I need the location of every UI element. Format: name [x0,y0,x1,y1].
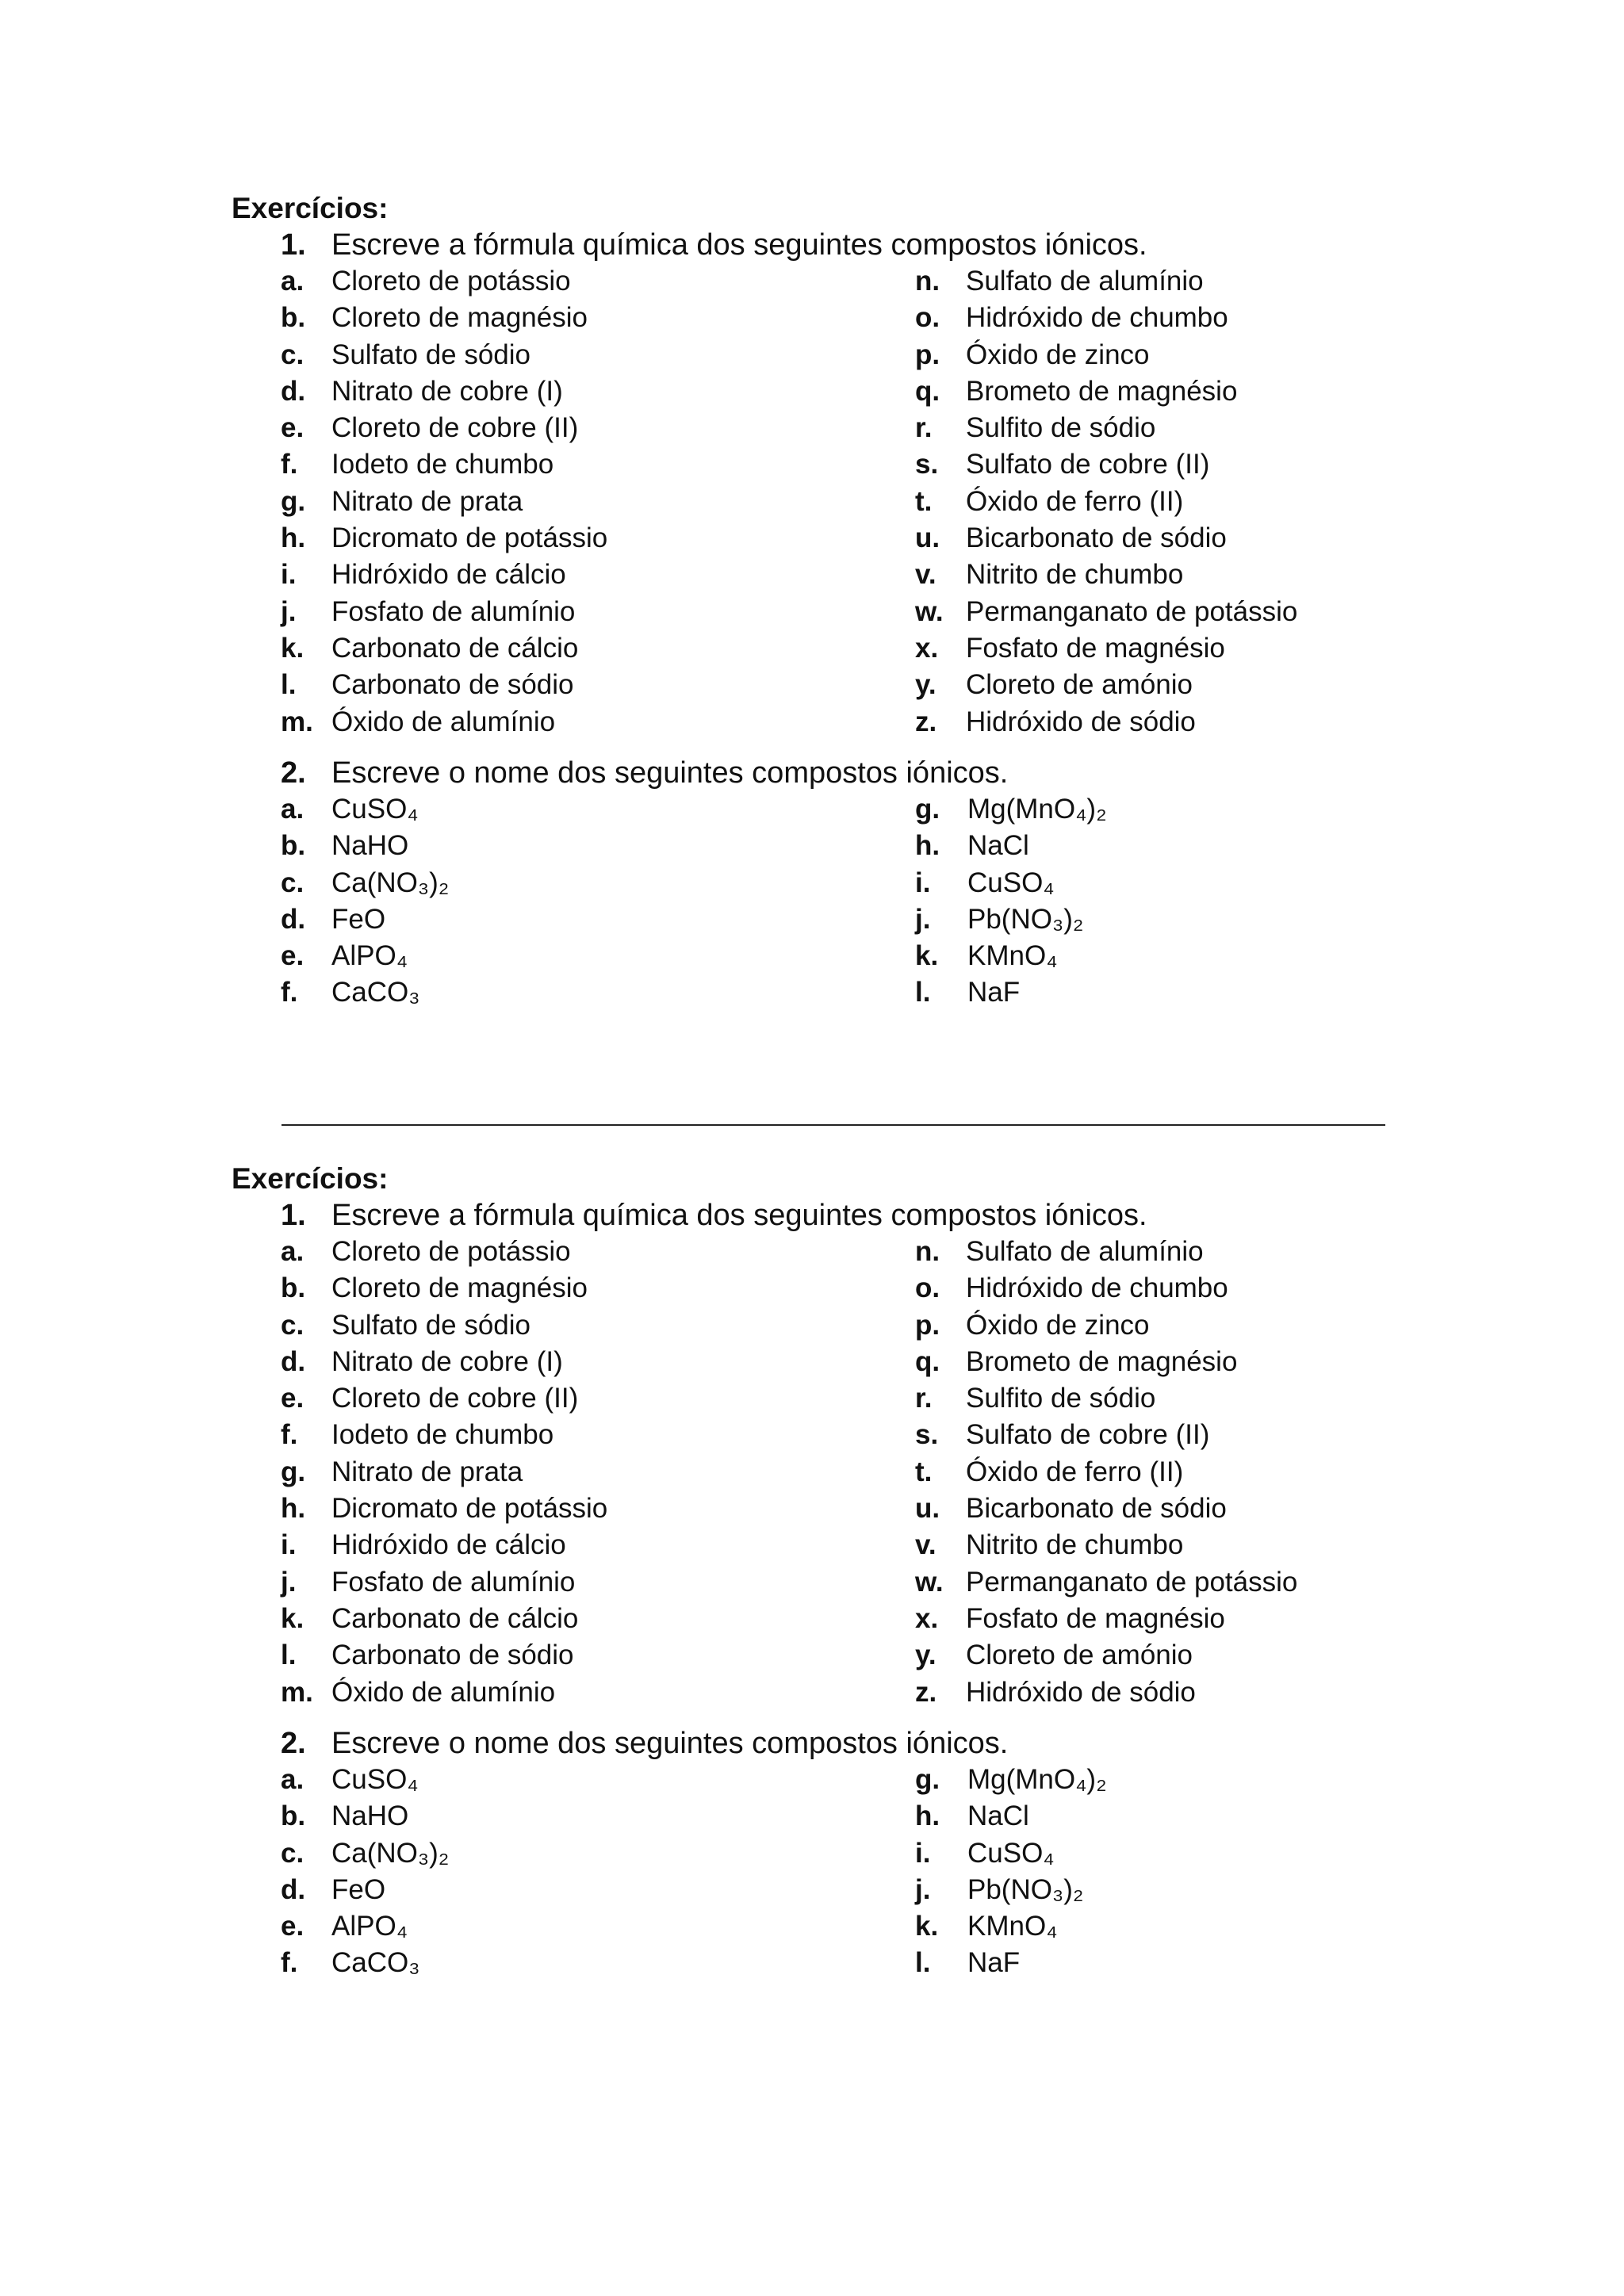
item-letter: o. [915,302,940,334]
item-letter: c. [281,1837,304,1869]
question-2 [281,1725,1421,1762]
item-formula: Pb(NO₃)₂ [967,903,1084,935]
item-letter: k. [281,632,304,664]
item-formula: NaHO [331,830,409,862]
item-text: Cloreto de cobre (II) [331,1383,579,1414]
item-text: Brometo de magnésio [966,1345,1238,1377]
item-formula: CaCO₃ [331,1947,420,1979]
item-letter: n. [915,266,940,297]
item-letter: x. [915,1602,939,1634]
item-letter: t. [915,1456,933,1487]
item-letter: o. [915,1272,940,1304]
item-text: Cloreto de potássio [331,266,571,297]
worksheet-copy-bottom [232,1161,1421,1977]
item-text: Nitrito de chumbo [966,559,1184,591]
item-text: Hidróxido de chumbo [966,1272,1228,1304]
item-letter: f. [281,1947,298,1979]
item-text: Carbonato de sódio [331,1640,574,1671]
item-formula: Pb(NO₃)₂ [967,1873,1084,1905]
item-formula: CaCO₃ [331,977,420,1008]
item-letter: a. [281,1236,304,1267]
item-formula: AlPO₄ [331,1911,408,1942]
item-text: Óxido de ferro (II) [966,1456,1184,1487]
item-letter: q. [915,375,940,407]
item-letter: g. [915,794,940,825]
item-text: Sulfato de alumínio [966,1236,1204,1267]
item-letter: b. [281,830,306,862]
item-letter: d. [281,1873,306,1905]
item-text: Hidróxido de cálcio [331,1529,566,1561]
item-letter: q. [915,1345,940,1377]
item-text: Óxido de alumínio [331,1676,556,1708]
item-text: Sulfato de cobre (II) [966,449,1210,480]
item-text: Óxido de zinco [966,1309,1150,1341]
item-text: Iodeto de chumbo [331,1419,554,1451]
question-text: Escreve a fórmula química dos seguintes compostos iónicos. [331,228,1147,262]
question-number: 1. [281,1199,306,1232]
item-letter: h. [281,522,306,554]
item-letter: e. [281,1911,304,1942]
item-text: Nitrato de prata [331,1456,523,1487]
item-formula: CuSO₄ [331,1764,419,1795]
item-formula: Mg(MnO₄)₂ [967,794,1107,825]
item-letter: a. [281,1764,304,1795]
question-1 [281,1197,1421,1234]
item-letter: g. [281,1456,306,1487]
item-letter: c. [281,1309,304,1341]
item-letter: i. [281,559,297,591]
item-text: Cloreto de amónio [966,1640,1193,1671]
item-formula: Mg(MnO₄)₂ [967,1764,1107,1795]
item-text: Hidróxido de chumbo [966,302,1228,334]
item-letter: y. [915,669,936,701]
item-letter: u. [915,522,940,554]
item-letter: k. [281,1602,304,1634]
item-formula: NaCl [967,1800,1029,1832]
item-letter: s. [915,1419,939,1451]
item-formula: NaCl [967,830,1029,862]
item-text: Hidróxido de sódio [966,706,1196,737]
item-text: Nitrato de cobre (I) [331,1345,563,1377]
item-letter: k. [915,940,939,972]
item-formula: FeO [331,903,386,935]
question-1-items [281,1234,1421,1709]
question-2-items [281,1762,1421,1977]
item-letter: j. [915,903,931,935]
item-letter: j. [915,1873,931,1905]
item-formula: NaF [967,977,1021,1008]
question-number: 2. [281,1727,306,1760]
item-text: Cloreto de amónio [966,669,1193,701]
item-text: Óxido de ferro (II) [966,485,1184,517]
item-formula: NaF [967,1947,1021,1979]
item-formula: Ca(NO₃)₂ [331,867,450,898]
item-text: Nitrito de chumbo [966,1529,1184,1561]
item-text: Bicarbonato de sódio [966,522,1227,554]
item-text: Sulfato de sódio [331,1309,531,1341]
item-formula: Ca(NO₃)₂ [331,1837,450,1869]
item-letter: a. [281,794,304,825]
item-letter: h. [281,1493,306,1525]
item-letter: k. [915,1911,939,1942]
item-letter: g. [915,1764,940,1795]
question-text: Escreve a fórmula química dos seguintes compostos iónicos. [331,1199,1147,1232]
item-text: Nitrato de prata [331,485,523,517]
item-letter: a. [281,266,304,297]
question-text: Escreve o nome dos seguintes compostos iónicos. [331,1727,1009,1760]
item-text: Carbonato de sódio [331,669,574,701]
item-text: Permanganato de potássio [966,595,1298,627]
item-text: Fosfato de magnésio [966,632,1225,664]
section-heading: Exercícios: [232,1162,389,1195]
item-text: Sulfato de alumínio [966,266,1204,297]
item-letter: m. [281,706,313,737]
item-text: Fosfato de magnésio [966,1602,1225,1634]
item-letter: y. [915,1640,936,1671]
item-letter: r. [915,412,933,444]
item-letter: u. [915,1493,940,1525]
item-formula: NaHO [331,1800,409,1832]
item-letter: z. [915,706,937,737]
item-letter: i. [281,1529,297,1561]
item-letter: v. [915,1529,936,1561]
question-text: Escreve o nome dos seguintes compostos iónicos. [331,756,1009,790]
question-number: 1. [281,228,306,262]
item-letter: f. [281,1419,298,1451]
item-text: Óxido de alumínio [331,706,556,737]
item-formula: CuSO₄ [967,1837,1055,1869]
item-formula: CuSO₄ [967,867,1055,898]
item-letter: e. [281,1383,304,1414]
item-text: Nitrato de cobre (I) [331,375,563,407]
question-2-items [281,791,1421,1007]
item-letter: j. [281,595,297,627]
item-text: Cloreto de magnésio [331,1272,588,1304]
item-letter: e. [281,940,304,972]
item-letter: e. [281,412,304,444]
item-letter: f. [281,449,298,480]
item-letter: l. [915,977,931,1008]
item-text: Carbonato de cálcio [331,1602,579,1634]
item-text: Sulfito de sódio [966,412,1156,444]
item-letter: b. [281,1800,306,1832]
item-letter: p. [915,1309,940,1341]
item-formula: FeO [331,1873,386,1905]
question-1-items [281,263,1421,739]
item-letter: w. [915,1566,944,1598]
item-text: Sulfato de sódio [331,339,531,370]
section-heading: Exercícios: [232,192,389,224]
item-text: Cloreto de cobre (II) [331,412,579,444]
item-letter: n. [915,1236,940,1267]
item-letter: c. [281,867,304,898]
item-letter: l. [915,1947,931,1979]
item-formula: KMnO₄ [967,1911,1058,1942]
item-text: Cloreto de magnésio [331,302,588,334]
item-text: Fosfato de alumínio [331,1566,576,1598]
item-letter: b. [281,302,306,334]
item-letter: v. [915,559,936,591]
item-formula: CuSO₄ [331,794,419,825]
item-letter: i. [915,867,931,898]
item-letter: w. [915,595,944,627]
item-text: Dicromato de potássio [331,522,608,554]
item-text: Hidróxido de sódio [966,1676,1196,1708]
item-letter: i. [915,1837,931,1869]
item-letter: s. [915,449,939,480]
item-text: Hidróxido de cálcio [331,559,566,591]
item-letter: h. [915,830,940,862]
item-text: Cloreto de potássio [331,1236,571,1267]
item-formula: AlPO₄ [331,940,408,972]
cut-line-separator [282,1124,1385,1126]
item-letter: m. [281,1676,313,1708]
item-letter: j. [281,1566,297,1598]
item-letter: b. [281,1272,306,1304]
item-letter: d. [281,375,306,407]
item-letter: l. [281,669,297,701]
item-letter: h. [915,1800,940,1832]
item-text: Óxido de zinco [966,339,1150,370]
item-letter: p. [915,339,940,370]
item-text: Brometo de magnésio [966,375,1238,407]
item-text: Iodeto de chumbo [331,449,554,480]
question-2 [281,755,1421,791]
item-formula: KMnO₄ [967,940,1058,972]
item-text: Dicromato de potássio [331,1493,608,1525]
worksheet-copy-top [232,190,1421,1007]
item-text: Bicarbonato de sódio [966,1493,1227,1525]
item-text: Permanganato de potássio [966,1566,1298,1598]
item-letter: l. [281,1640,297,1671]
question-1 [281,227,1421,263]
item-letter: d. [281,903,306,935]
item-letter: d. [281,1345,306,1377]
item-letter: z. [915,1676,937,1708]
item-letter: r. [915,1383,933,1414]
question-number: 2. [281,756,306,790]
item-text: Sulfato de cobre (II) [966,1419,1210,1451]
item-text: Sulfito de sódio [966,1383,1156,1414]
item-letter: g. [281,485,306,517]
item-letter: c. [281,339,304,370]
item-letter: t. [915,485,933,517]
item-text: Fosfato de alumínio [331,595,576,627]
item-letter: f. [281,977,298,1008]
item-letter: x. [915,632,939,664]
item-text: Carbonato de cálcio [331,632,579,664]
